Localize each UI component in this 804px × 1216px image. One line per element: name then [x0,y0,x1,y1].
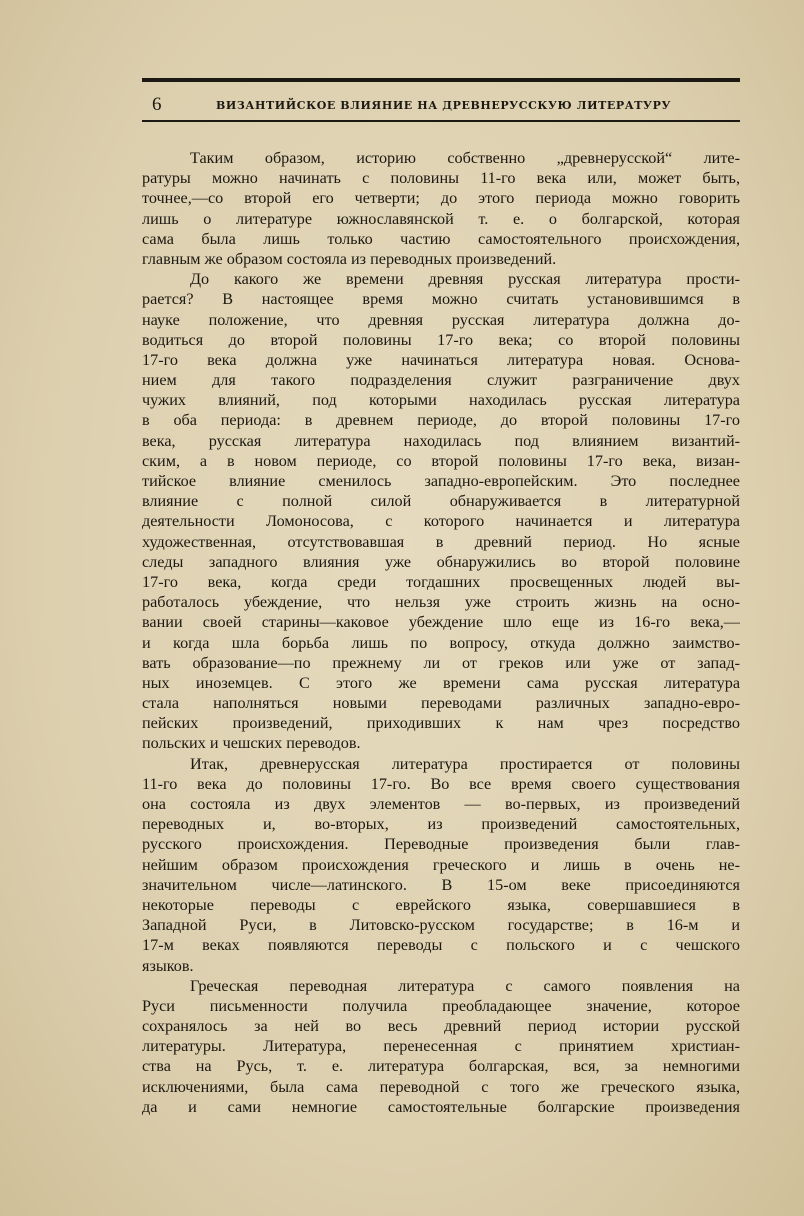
text-line: века, русская литература находилась под влиянием византий- [142,431,740,450]
text-line: стала наполняться новыми переводами различных западно-евро- [142,694,740,713]
text-line: 17-го века, когда среди тогдашних просвещенных людей вы- [142,572,740,591]
text-line: ства на Русь, т. е. литература болгарская, вся, за немногими [142,1057,740,1076]
text-line: тийское влияние сменилось западно-европейским. Это последнее [142,472,740,490]
text-line: следы западного влияния уже обнаружились во второй половине [142,552,740,571]
header-bottom-rule [142,120,740,122]
text-line: Западной Руси, в Литовско-русском государстве; в 16-м и [142,916,740,935]
text-line: чужих влияний, под которыми находилась русская литература [142,391,740,410]
text-line: ных иноземцев. С этого же времени сама русская литература [142,673,740,692]
text-line: Руси письменности получила преобладающее значение, которое [142,996,740,1015]
text-line: польских и чешских переводов. [142,734,361,753]
text-line: влияние с полной силой обнаруживается в литературной [142,492,740,511]
body-text [142,148,740,1117]
text-line: До какого же времени древняя русская литература прости- [190,270,740,289]
text-line: науке положение, что древняя русская литература должна до- [142,310,740,329]
text-line: она состояла из двух элементов — во-первых, из произведений [142,795,740,813]
text-line: художественная, отсутствовавшая в древний период. Но ясные [142,532,740,551]
text-line: ским, а в новом периоде, со второй половины 17-го века, визан- [142,451,740,470]
text-line: 17-го века должна уже начинаться литература новая. Основа- [142,350,740,369]
text-line: работалось убеждение, что нельзя уже строить жизнь на осно- [142,593,740,612]
text-line: в оба периода: в древнем периоде, до второй половины 17-го [142,411,740,430]
text-line: Таким образом, историю собственно „древнерусской“ лите- [190,149,740,167]
text-line: вании своей старины—каковое убеждение шло еще из 16-го века,— [142,613,740,632]
text-line: переводных и, во-вторых, из произведений самостоятельных, [142,815,740,834]
text-line: нием для такого подразделения служит разграничение двух [142,371,740,390]
text-line: пейских произведений, приходивших к нам чрез посредство [142,714,740,733]
text-line: Итак, древнерусская литература простирается от половины [190,754,740,773]
text-line: исключениями, была сама переводной с того же греческого языка, [142,1077,740,1096]
text-line: вать образование—по прежнему ли от греков или уже от запад- [142,653,740,672]
text-line: сама была лишь только частию самостоятельного происхождения, [142,229,740,248]
text-line: Греческая переводная литература с самого появления на [190,976,740,995]
text-line: деятельности Ломоносова, с которого начинается и литература [142,512,740,531]
text-line: 11-го века до половины 17-го. Во все время своего существования [142,774,740,793]
text-line: ратуры можно начинать с половины 11-го века или, может быть, [142,169,740,188]
page-number: 6 [152,94,162,115]
text-line: рается? В настоящее время можно считать установившимся в [142,290,740,309]
text-line: сохранялось за ней во весь древний период истории русской [142,1017,740,1036]
text-line: значительном числе—латинского. В 15-ом веке присоединяются [142,875,740,894]
running-title: ВИЗАНТИЙСКОЕ ВЛИЯНИЕ НА ДРЕВНЕРУССКУЮ ЛИТЕРАТУРУ [216,99,671,112]
text-line: 17-м веках появляются переводы с польского и с чешского [142,936,740,955]
text-line: лишь о литературе южнославянской т. е. о болгарской, которая [142,209,740,228]
header-top-rule [142,78,740,82]
text-line: литературы. Литература, перенесенная с принятием христиан- [142,1037,740,1056]
text-line: русского происхождения. Переводные произведения были глав- [142,835,740,854]
text-line: главным же образом состояла из переводных произведений. [142,249,557,268]
text-line: нейшим образом происхождения греческого и лишь в очень не- [142,855,740,874]
text-line: точнее,—со второй его четверти; до этого периода можно говорить [142,189,740,208]
text-line: водиться до второй половины 17-го века; со второй половины [142,330,740,349]
running-header [142,94,740,116]
text-line: да и сами немногие самостоятельные болгарские произведения [142,1097,740,1116]
text-line: языков. [142,956,194,975]
text-line: и когда шла борьба лишь по вопросу, откуда должно заимство- [142,633,740,652]
text-line: некоторые переводы с еврейского языка, совершавшиеся в [142,895,740,914]
